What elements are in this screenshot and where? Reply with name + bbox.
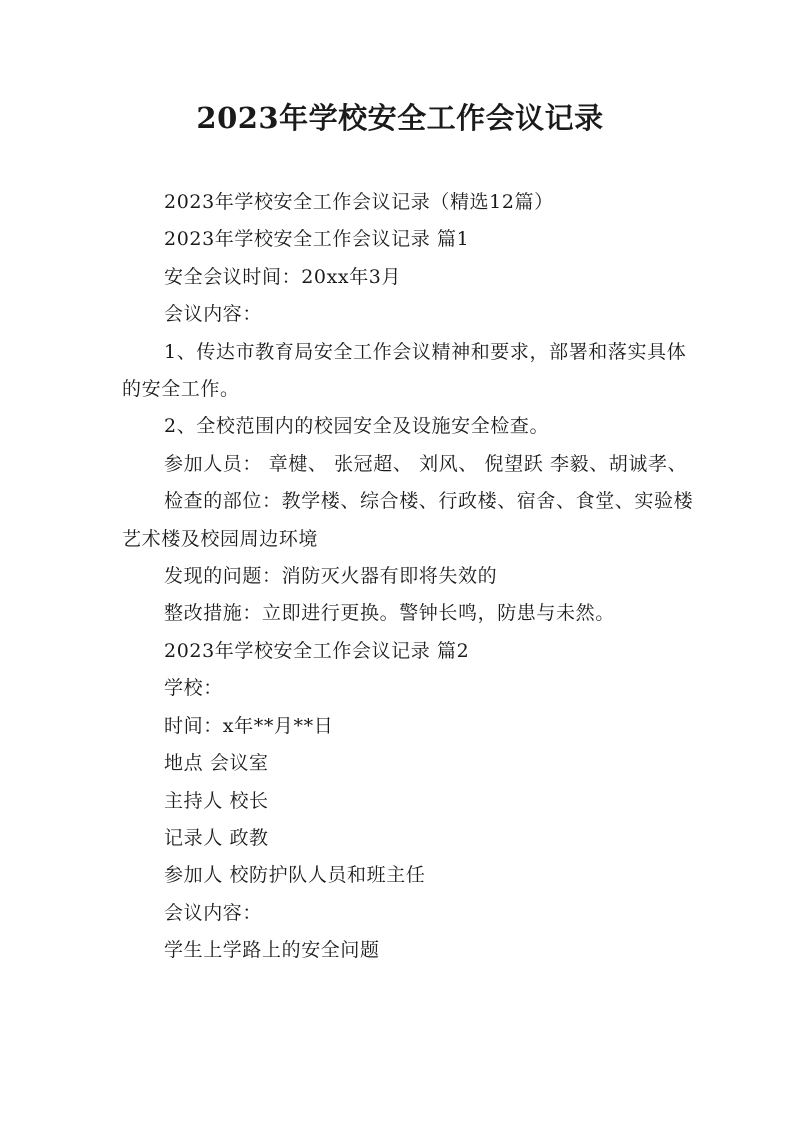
paragraph-section-1-heading: 2023年学校安全工作会议记录 篇1 bbox=[164, 228, 470, 251]
paragraph-content-label: 会议内容： bbox=[164, 303, 263, 326]
document-body bbox=[122, 184, 702, 970]
paragraph-content-label-2: 会议内容： bbox=[164, 901, 263, 924]
paragraph-recorder: 记录人 政教 bbox=[164, 826, 269, 849]
paragraph-student-safety: 学生上学路上的安全问题 bbox=[164, 939, 380, 962]
paragraph-inspection-areas: 检查的部位：教学楼、综合楼、行政楼、宿舍、食堂、实验楼 艺术楼及校园周边环境 bbox=[122, 490, 700, 550]
paragraph-location: 地点 会议室 bbox=[164, 752, 269, 775]
paragraph-school: 学校： bbox=[164, 677, 223, 700]
paragraph-time: 时间：x年**月**日 bbox=[164, 714, 334, 737]
paragraph-subtitle: 2023年学校安全工作会议记录（精选12篇） bbox=[164, 191, 554, 213]
paragraph-attendees: 参加人 校防护队人员和班主任 bbox=[164, 864, 426, 887]
document-title: 2023年学校安全工作会议记录 bbox=[196, 101, 604, 135]
paragraph-corrective-measures: 整改措施：立即进行更换。警钟长鸣，防患与未然。 bbox=[164, 602, 615, 625]
paragraph-meeting-time: 安全会议时间：20xx年3月 bbox=[164, 265, 402, 288]
paragraph-problems-found: 发现的问题：消防灭火器有即将失效的 bbox=[164, 565, 498, 588]
paragraph-item-1: 1、传达市教育局安全工作会议精神和要求，部署和落实具体的安全工作。 bbox=[122, 340, 687, 401]
paragraph-section-2-heading: 2023年学校安全工作会议记录 篇2 bbox=[164, 639, 470, 662]
paragraph-participants: 参加人员： 章楗、 张冠超、 刘风、 倪望跃 李毅、胡诚孝、 bbox=[164, 452, 688, 475]
paragraph-item-2: 2、全校范围内的校园安全及设施安全检查。 bbox=[164, 415, 550, 438]
paragraph-host: 主持人 校长 bbox=[164, 789, 269, 812]
